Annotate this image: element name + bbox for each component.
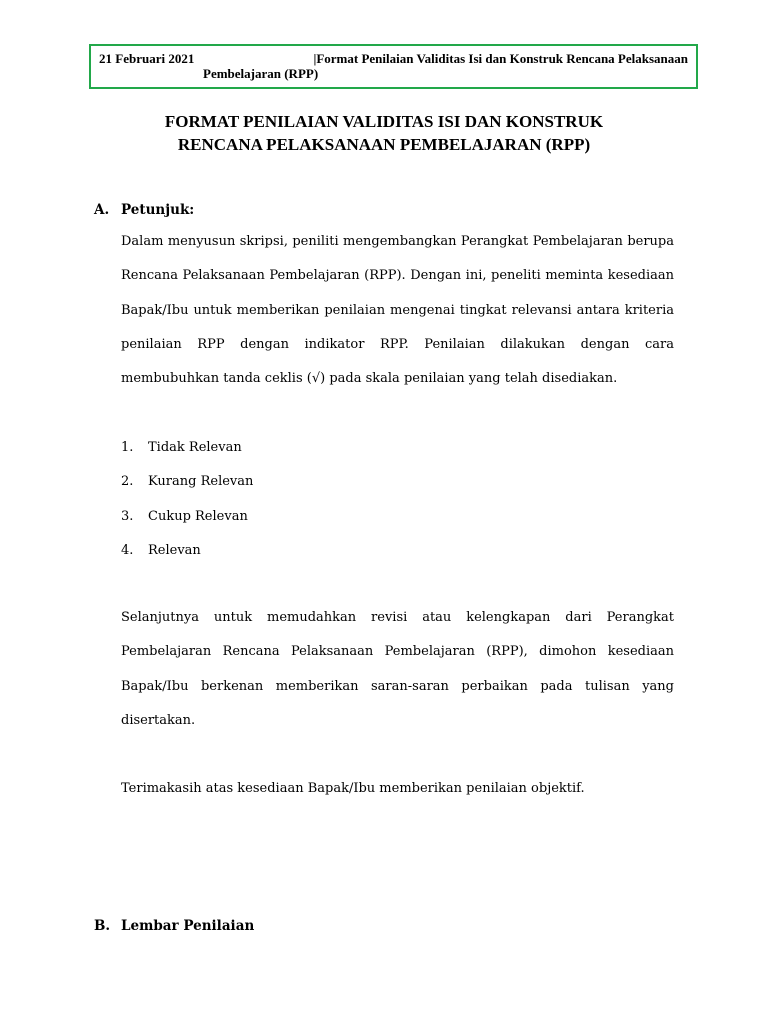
scale-label: Kurang Relevan [148,474,254,489]
instruction-line: penilaian RPP dengan indikator RPP. Penilaian dilakukan dengan cara [121,336,674,352]
instruction-line: Dalam menyusun skripsi, peniliti mengembangkan Perangkat Pembelajaran berupa [121,234,674,249]
instruction-paragraph [121,225,674,396]
scale-label: Cukup Relevan [148,509,248,524]
revision-line: Selanjutnya untuk memudahkan revisi atau kelengkapan dari Perangkat [121,610,674,625]
closing-text: Terimakasih atas kesediaan Bapak/Ibu memberikan penilaian objektif. [121,781,585,796]
scale-number: 2. [121,474,134,489]
page-title-line1: FORMAT PENILAIAN VALIDITAS ISI DAN KONSTRUK [164,112,604,131]
revision-line: disertakan. [121,712,196,728]
scale-item [121,509,248,524]
scale-item [121,440,242,455]
section-a-heading [94,202,194,218]
header-title-part2: Pembelajaran (RPP) [203,66,319,81]
scale-label: Tidak Relevan [148,440,242,455]
revision-line: Pembelajaran Rencana Pelaksanaan Pembelajaran (RPP), dimohon kesediaan [121,644,674,660]
scale-item [121,474,253,489]
header-title-part1: |Format Penilaian Validitas Isi dan Konstruk Rencana Pelaksanaan [313,51,688,66]
page-title-line2: RENCANA PELAKSANAAN PEMBELAJARAN (RPP) [177,135,591,154]
header-date: 21 Februari 2021 [99,51,195,66]
section-b-heading [94,918,254,934]
document-header [89,44,698,89]
scale-number: 1. [121,440,134,455]
section-a-letter: A. [94,202,110,218]
instruction-line: Rencana Pelaksanaan Pembelajaran (RPP). Dengan ini, peneliti meminta kesediaan [121,268,674,284]
section-b-letter: B. [94,918,111,934]
scale-number: 4. [121,543,134,558]
revision-paragraph [121,601,674,738]
revision-line: Bapak/Ibu berkenan memberikan saran-saran perbaikan pada tulisan yang [121,678,674,694]
instruction-line: Bapak/Ibu untuk memberikan penilaian mengenai tingkat relevansi antara kriteria [121,302,674,318]
scale-number: 3. [121,509,134,524]
scale-item [121,543,201,558]
instruction-line: membubuhkan tanda ceklis (√) pada skala penilaian yang telah disediakan. [121,371,618,387]
scale-label: Relevan [148,543,201,558]
section-b-title: Lembar Penilaian [121,918,255,934]
section-a-title: Petunjuk: [121,202,195,218]
